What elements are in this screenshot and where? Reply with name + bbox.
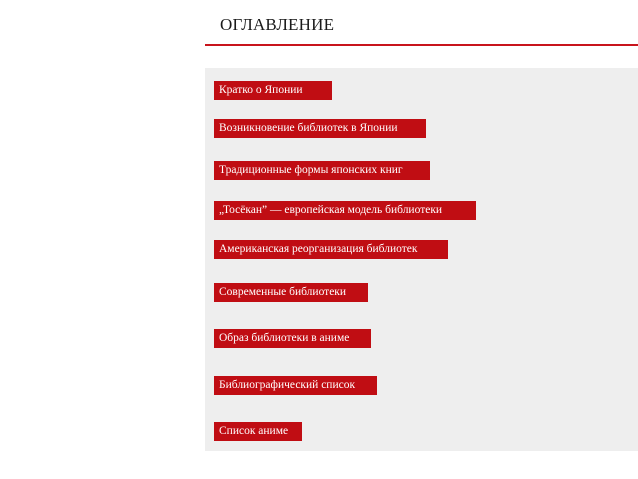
toc-item-traditional-book-forms[interactable]: Традиционные формы японских книг: [214, 161, 430, 180]
toc-item-modern-libraries[interactable]: Современные библиотеки: [214, 283, 368, 302]
toc-item-anime-list[interactable]: Список аниме: [214, 422, 302, 441]
toc-item-bibliography[interactable]: Библиографический список: [214, 376, 377, 395]
toc-item-toshokan-european-model[interactable]: „Тосёкан” — европейская модель библиотеки: [214, 201, 476, 220]
toc-item-library-in-anime[interactable]: Образ библиотеки в аниме: [214, 329, 371, 348]
toc-item-american-reorganization[interactable]: Американская реорганизация библиотек: [214, 240, 448, 259]
page-title: ОГЛАВЛЕНИЕ: [220, 15, 335, 34]
toc-item-library-origins[interactable]: Возникновение библиотек в Японии: [214, 119, 426, 138]
title-underline: [205, 44, 638, 46]
toc-item-japan-brief[interactable]: Кратко о Японии: [214, 81, 332, 100]
